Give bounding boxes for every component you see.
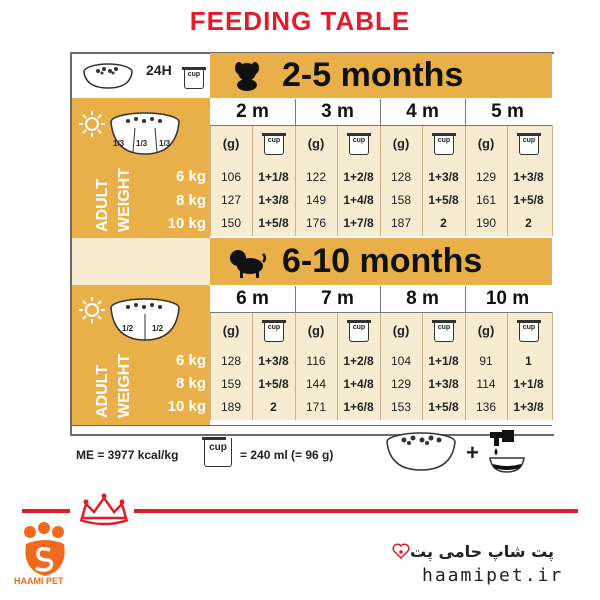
portion-label-2: 1/3 bbox=[136, 139, 148, 148]
footer-cup-icon: cup bbox=[202, 434, 232, 468]
s1-weight-8kg: 8 kg bbox=[175, 192, 206, 209]
cup-amount-cell: 1+5/8 bbox=[258, 216, 289, 230]
cup-amount-cell: 1+1/8 bbox=[428, 354, 459, 368]
cup-amount-cell: 2 bbox=[270, 400, 277, 414]
s2-weight-10kg: 10 kg bbox=[167, 398, 206, 415]
gram-unit-label: (g) bbox=[222, 322, 240, 338]
cup-amount-cell: 1+1/8 bbox=[258, 170, 289, 184]
puppy-icon bbox=[230, 58, 264, 92]
cup-unit-icon: cup bbox=[434, 133, 452, 155]
cup-unit-icon: cup bbox=[264, 133, 282, 155]
page-title: FEEDING TABLE bbox=[189, 6, 411, 36]
table-column-divider bbox=[465, 99, 466, 125]
cup-amount-cell: 1+5/8 bbox=[428, 400, 459, 414]
moon-icon bbox=[183, 114, 201, 136]
s1-weight-10kg: 10 kg bbox=[167, 215, 206, 232]
gram-amount-cell: 159 bbox=[220, 377, 242, 391]
footer-divider bbox=[72, 425, 552, 426]
portion-bowl-icon bbox=[108, 296, 182, 342]
gram-amount-cell: 127 bbox=[220, 193, 242, 207]
haami-pet-logo-text: HAAMI PET bbox=[14, 576, 64, 586]
section2-left-cream bbox=[72, 238, 210, 285]
gram-amount-cell: 128 bbox=[220, 354, 242, 368]
gram-amount-cell: 144 bbox=[305, 377, 327, 391]
food-bowl-icon bbox=[382, 430, 460, 472]
gram-amount-cell: 129 bbox=[390, 377, 412, 391]
s2-weight-8kg: 8 kg bbox=[175, 375, 206, 392]
gram-unit-label: (g) bbox=[307, 135, 325, 151]
table-column-divider bbox=[295, 286, 296, 312]
adult-label: ADULT bbox=[94, 178, 111, 232]
section2-month-header: 6 m bbox=[236, 288, 269, 309]
royal-crown-logo bbox=[76, 492, 132, 526]
gram-unit-label: (g) bbox=[477, 322, 495, 338]
cup-amount-cell: 2 bbox=[525, 216, 532, 230]
cup-unit-icon: cup bbox=[519, 320, 537, 342]
cup-amount-cell: 2 bbox=[440, 216, 447, 230]
table-grid-line bbox=[552, 125, 553, 236]
plus-sign: + bbox=[466, 440, 479, 465]
gram-amount-cell: 187 bbox=[390, 216, 412, 230]
pug-icon bbox=[228, 244, 266, 280]
gram-unit-label: (g) bbox=[222, 135, 240, 151]
persian-shop-name: پت شاپ حامی پت bbox=[410, 542, 555, 561]
cup-amount-cell: 1+5/8 bbox=[513, 193, 544, 207]
section2-title: 6-10 months bbox=[282, 242, 483, 280]
water-tap-icon bbox=[484, 428, 530, 474]
cup-amount-cell: 1+3/8 bbox=[513, 170, 544, 184]
gram-unit-label: (g) bbox=[307, 322, 325, 338]
gram-amount-cell: 153 bbox=[390, 400, 412, 414]
cup-amount-cell: 1+3/8 bbox=[258, 193, 289, 207]
cup-amount-cell: 1+5/8 bbox=[428, 193, 459, 207]
s1-weight-6kg: 6 kg bbox=[175, 168, 206, 185]
gram-amount-cell: 161 bbox=[475, 193, 497, 207]
brand-bar-left bbox=[22, 509, 70, 513]
cup-unit-icon: cup bbox=[434, 320, 452, 342]
gram-unit-label: (g) bbox=[392, 135, 410, 151]
table-grid-line bbox=[210, 312, 552, 313]
gram-amount-cell: 129 bbox=[475, 170, 497, 184]
adult-label: ADULT bbox=[94, 364, 111, 418]
cup-amount-cell: 1+4/8 bbox=[343, 377, 374, 391]
portion-label-1: 1/2 bbox=[122, 324, 134, 333]
gram-amount-cell: 128 bbox=[390, 170, 412, 184]
metabolizable-energy: ME = 3977 kcal/kg bbox=[76, 448, 179, 462]
section1-month-header: 2 m bbox=[236, 101, 269, 122]
cup-amount-cell: 1+6/8 bbox=[343, 400, 374, 414]
gram-amount-cell: 150 bbox=[220, 216, 242, 230]
portion-label-2: 1/2 bbox=[152, 324, 164, 333]
gram-amount-cell: 190 bbox=[475, 216, 497, 230]
small-cup-icon: cup bbox=[184, 68, 204, 89]
cup-unit-icon: cup bbox=[349, 320, 367, 342]
gram-amount-cell: 149 bbox=[305, 193, 327, 207]
s2-weight-6kg: 6 kg bbox=[175, 352, 206, 369]
moon-icon bbox=[183, 300, 201, 322]
section2-month-header: 8 m bbox=[406, 288, 439, 309]
gram-amount-cell: 136 bbox=[475, 400, 497, 414]
section1-month-header: 5 m bbox=[491, 101, 524, 122]
portion-bowl-icon bbox=[108, 110, 182, 156]
table-column-divider bbox=[465, 286, 466, 312]
sun-icon bbox=[78, 110, 106, 138]
gram-amount-cell: 176 bbox=[305, 216, 327, 230]
gram-amount-cell: 104 bbox=[390, 354, 412, 368]
gram-amount-cell: 189 bbox=[220, 400, 242, 414]
section2-month-header: 10 m bbox=[485, 288, 530, 309]
section1-month-header: 4 m bbox=[406, 101, 439, 122]
portion-label-3: 1/3 bbox=[159, 139, 171, 148]
gram-amount-cell: 106 bbox=[220, 170, 242, 184]
cup-amount-cell: 1+2/8 bbox=[343, 170, 374, 184]
table-grid-line bbox=[210, 125, 552, 126]
gram-amount-cell: 171 bbox=[305, 400, 327, 414]
sun-icon bbox=[78, 296, 106, 324]
cup-amount-cell: 1+3/8 bbox=[513, 400, 544, 414]
gram-amount-cell: 91 bbox=[479, 354, 493, 368]
cup-amount-cell: 1+3/8 bbox=[428, 377, 459, 391]
badge-24h: 24H bbox=[146, 62, 172, 78]
weight-label: WEIGHT bbox=[116, 354, 133, 418]
cup-unit-icon: cup bbox=[264, 320, 282, 342]
website-url[interactable]: haamipet.ir bbox=[422, 565, 564, 586]
haami-pet-logo-icon bbox=[20, 522, 70, 578]
cup-unit-icon: cup bbox=[519, 133, 537, 155]
gram-unit-label: (g) bbox=[392, 322, 410, 338]
table-grid-line bbox=[552, 312, 553, 420]
cup-amount-cell: 1+5/8 bbox=[258, 377, 289, 391]
table-column-divider bbox=[380, 286, 381, 312]
section1-month-header: 3 m bbox=[321, 101, 354, 122]
cup-amount-cell: 1+3/8 bbox=[258, 354, 289, 368]
portion-label-1: 1/3 bbox=[113, 139, 125, 148]
heart-paw-icon bbox=[392, 543, 410, 559]
cup-amount-cell: 1+2/8 bbox=[343, 354, 374, 368]
gram-amount-cell: 114 bbox=[476, 377, 496, 391]
cup-amount-cell: 1 bbox=[525, 354, 532, 368]
gram-amount-cell: 158 bbox=[390, 193, 412, 207]
cup-amount-cell: 1+7/8 bbox=[343, 216, 374, 230]
cup-amount-cell: 1+3/8 bbox=[428, 170, 459, 184]
table-column-divider bbox=[295, 99, 296, 125]
cup-amount-cell: 1+1/8 bbox=[513, 377, 544, 391]
cup-equivalence: = 240 ml (= 96 g) bbox=[240, 448, 334, 462]
section2-month-header: 7 m bbox=[321, 288, 354, 309]
table-column-divider bbox=[380, 99, 381, 125]
cup-amount-cell: 1+4/8 bbox=[343, 193, 374, 207]
gram-unit-label: (g) bbox=[477, 135, 495, 151]
cup-unit-icon: cup bbox=[349, 133, 367, 155]
gram-amount-cell: 116 bbox=[306, 354, 326, 368]
gram-amount-cell: 122 bbox=[305, 170, 327, 184]
brand-bar-right bbox=[134, 509, 578, 513]
weight-label: WEIGHT bbox=[116, 168, 133, 232]
section1-title: 2-5 months bbox=[282, 56, 464, 94]
